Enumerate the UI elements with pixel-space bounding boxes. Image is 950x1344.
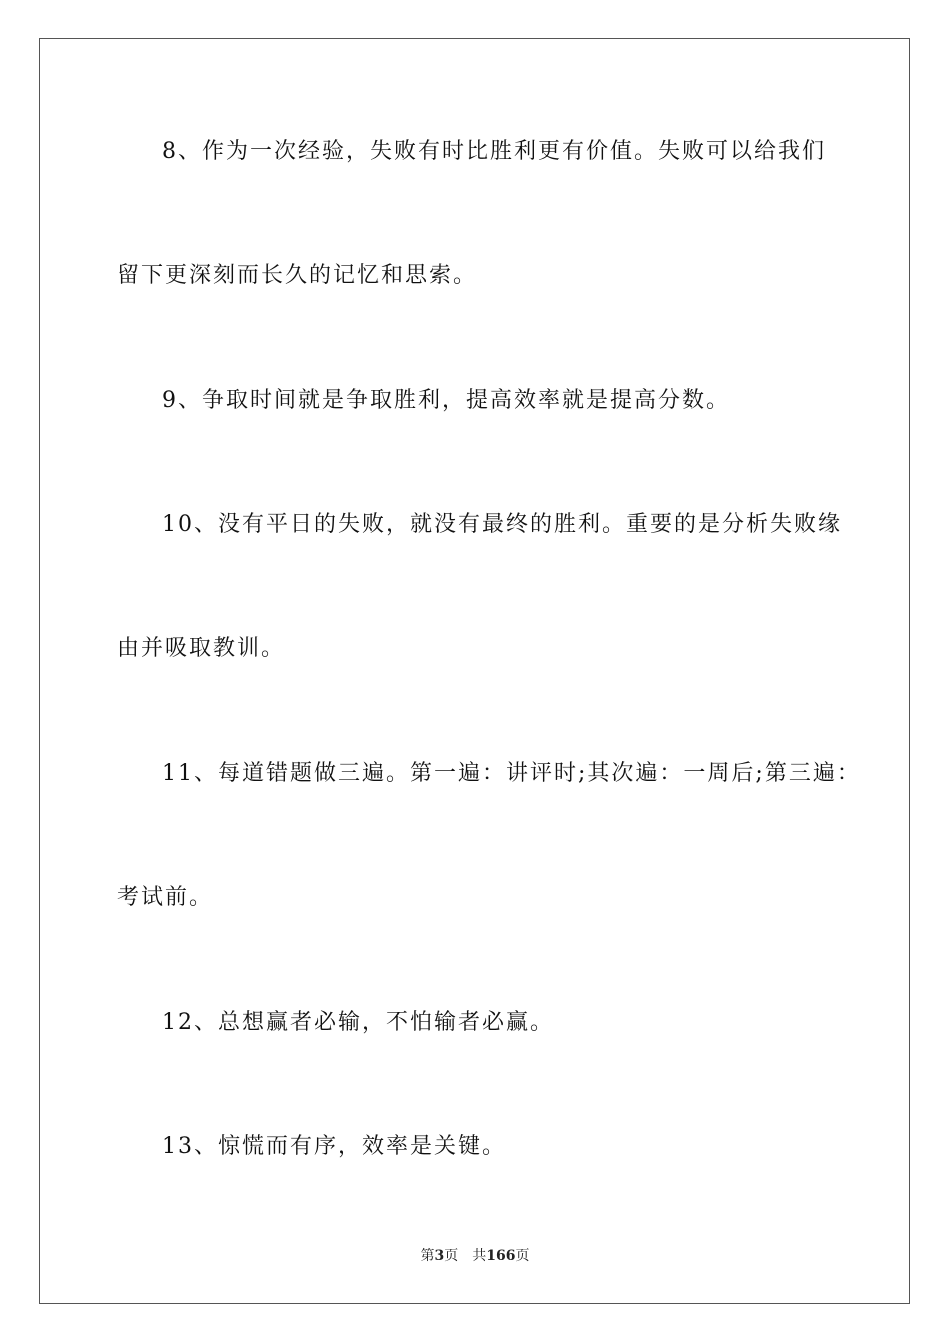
paragraph-10-line-2: 由并吸取教训。 (117, 636, 286, 661)
page-footer (0, 1247, 950, 1265)
paragraph-11-line-2: 考试前。 (117, 885, 214, 910)
paragraph-12-line-1: 12、总想赢者必输，不怕输者必赢。 (162, 1010, 554, 1035)
page-prefix: 第 (420, 1248, 435, 1264)
paragraph-13-line-1: 13、惊慌而有序，效率是关键。 (162, 1134, 506, 1159)
paragraph-10-line-1: 10、没有平日的失败，就没有最终的胜利。重要的是分析失败缘 (162, 512, 842, 537)
page-number: 3 (434, 1248, 445, 1264)
page-border (39, 38, 910, 1304)
total-pages: 166 (486, 1248, 516, 1264)
total-prefix: 共 (472, 1248, 487, 1264)
paragraph-9-line-1: 9、争取时间就是争取胜利，提高效率就是提高分数。 (162, 388, 730, 413)
paragraph-11-line-1: 11、每道错题做三遍。第一遍：讲评时;其次遍：一周后;第三遍： (162, 761, 861, 786)
total-suffix: 页 (515, 1248, 530, 1264)
paragraph-8-line-1: 8、作为一次经验，失败有时比胜利更有价值。失败可以给我们 (162, 139, 826, 164)
page-suffix: 页 (444, 1248, 459, 1264)
paragraph-8-line-2: 留下更深刻而长久的记忆和思索。 (117, 263, 478, 288)
